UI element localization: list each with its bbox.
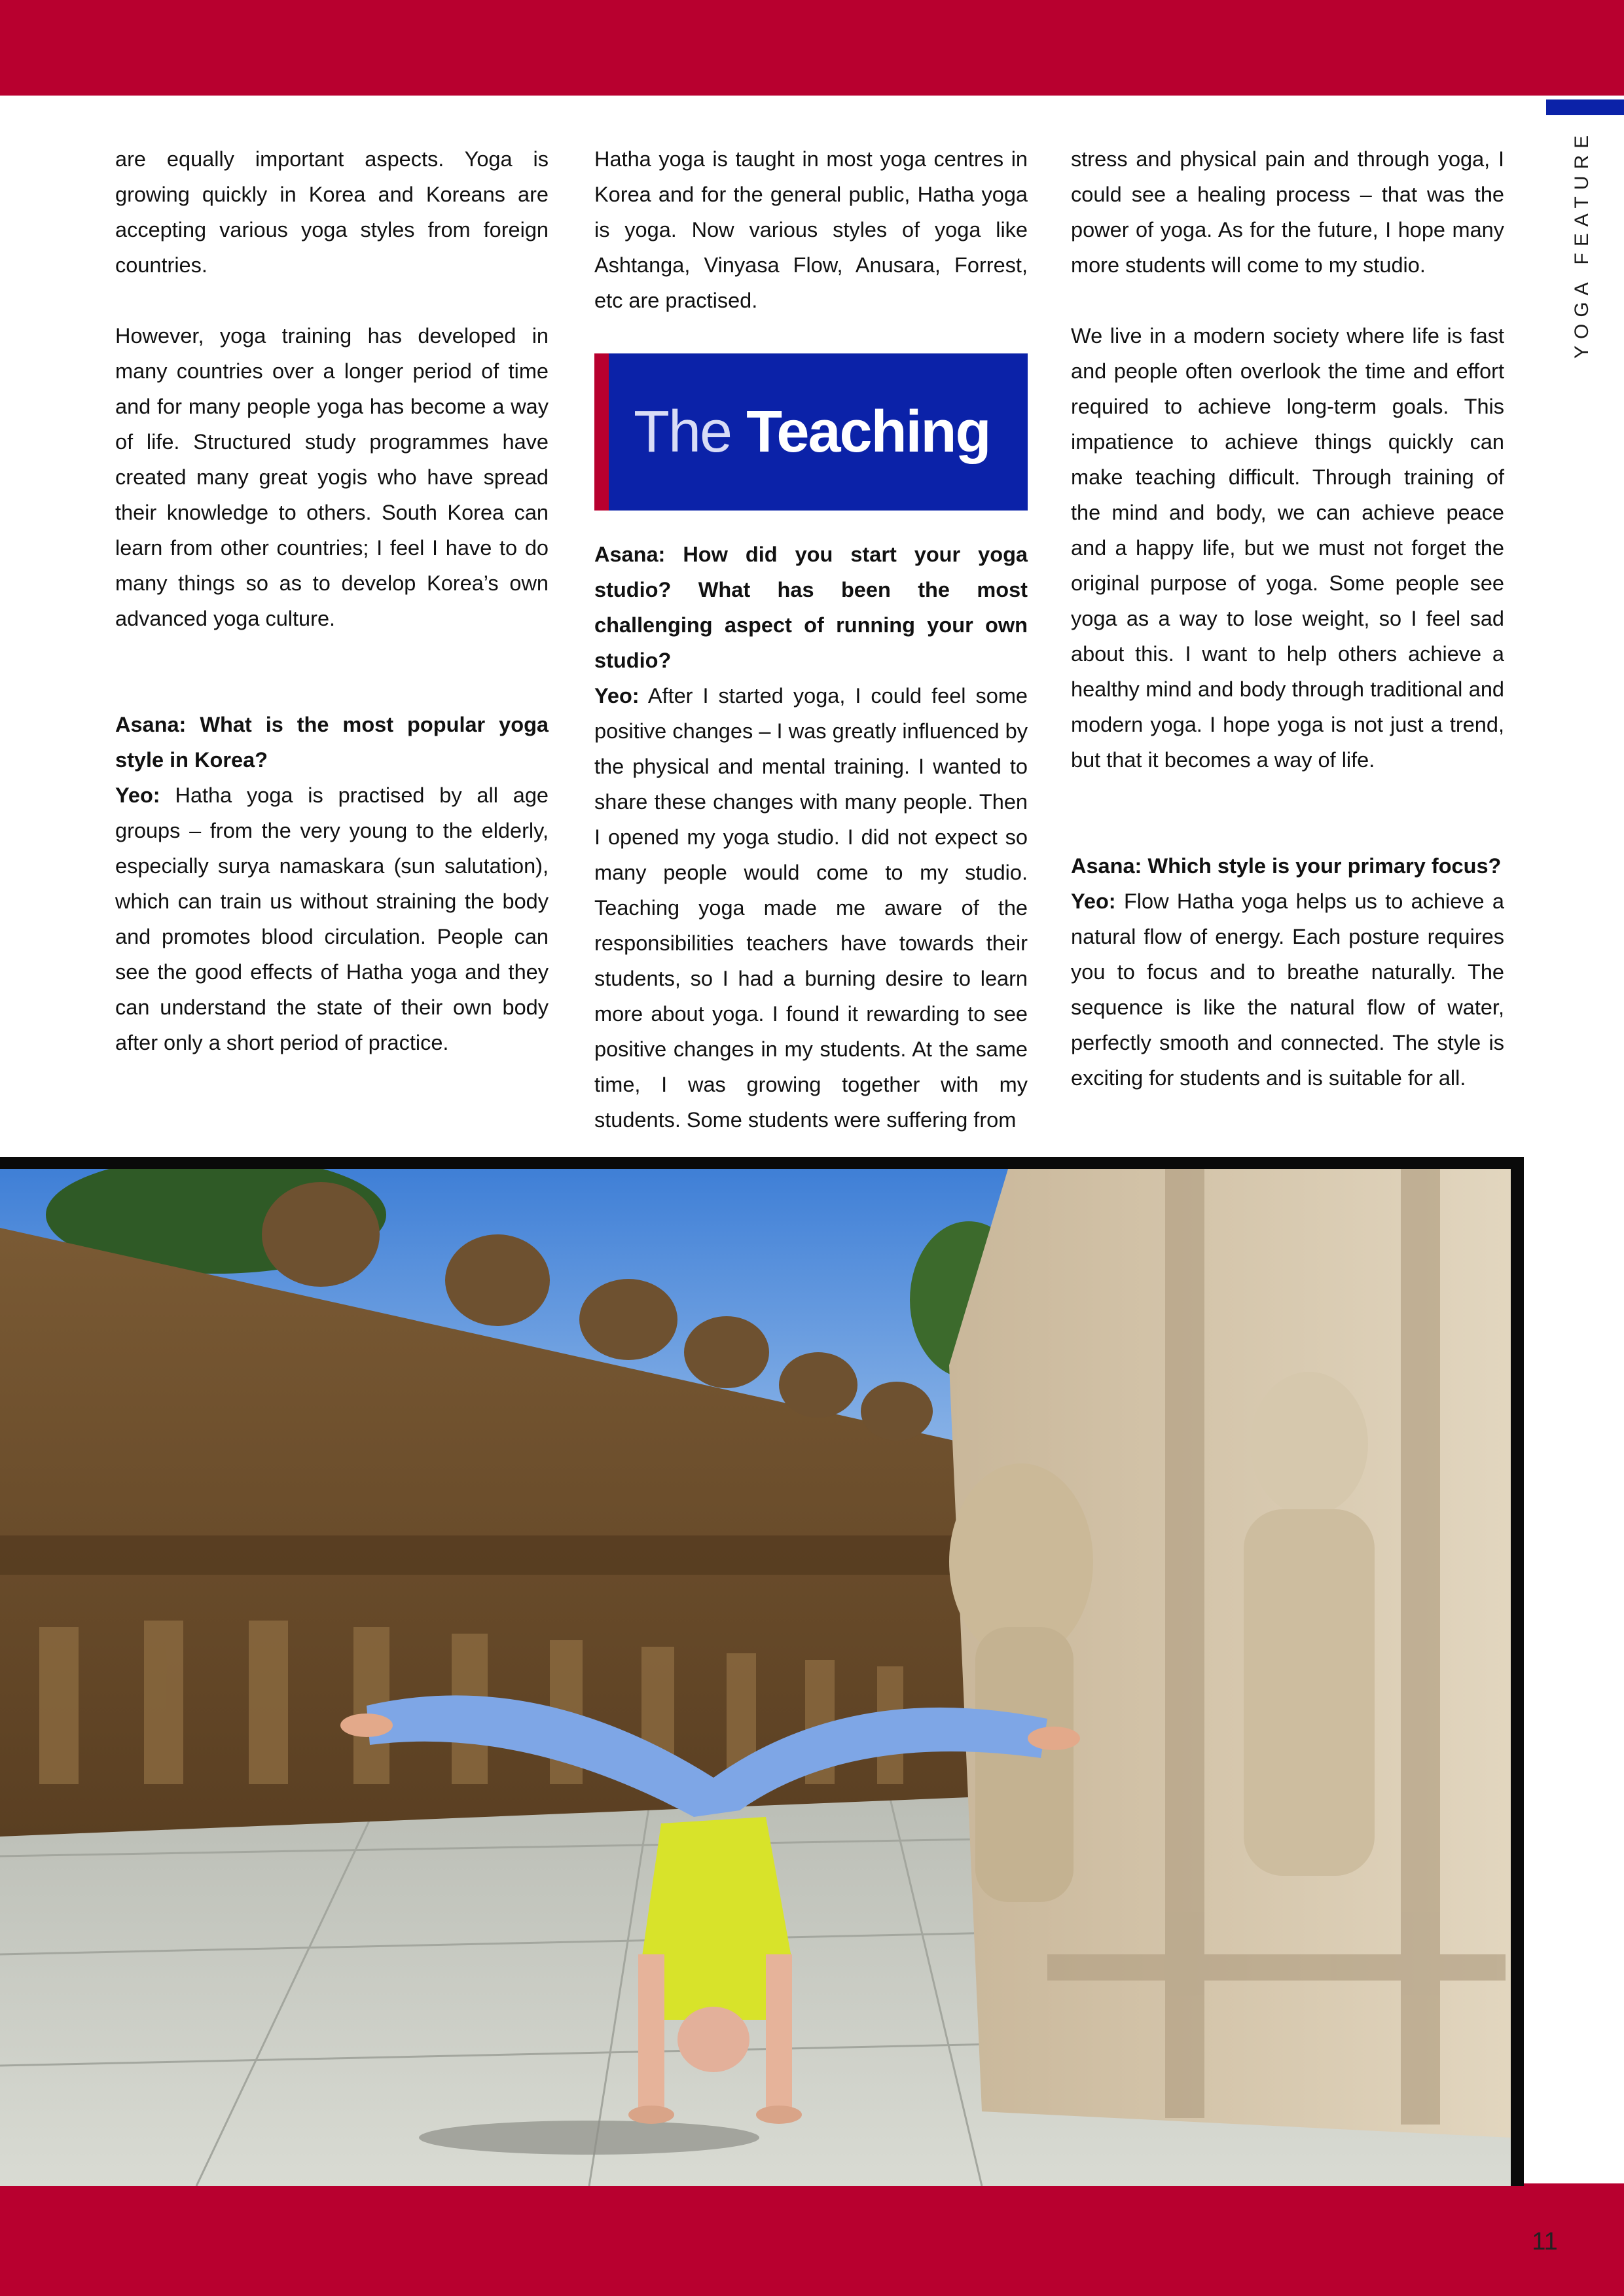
paragraph: Hatha yoga is taught in most yoga centres in Korea and for the general public, Hatha yoga is yoga. Now various styles of yoga like Ashtanga, Vinyasa Flow, Anusara, Forrest, etc are practised. [594,147,1028,312]
section-label: YOGA FEATURE [1571,128,1593,359]
top-color-band [0,0,1624,96]
side-accent-bar [1546,99,1624,115]
speaker-label: Yeo: [594,684,640,708]
interview-question: Asana: What is the most popular yoga style in Korea? [115,713,549,772]
side-strip [1524,96,1624,2183]
article-column-1 [115,141,549,1060]
paragraph: However, yoga training has developed in many countries over a longer period of time and for many people yoga has become a way of life. Structured study programmes have created many great yogis who have spread their knowledge to others. South Korea can learn from other countries; I feel I have to do many things so as to develop Korea’s own advanced yoga culture. [115,324,549,630]
bottom-color-band [0,2186,1624,2296]
page-number: 11 [1532,2228,1558,2255]
paragraph: We live in a modern society where life is fast and people often overlook the time and effort required to achieve long-term goals. This impatience to achieve things quickly can make teaching difficult. Through training of the mind and body, we can achieve peace and a happy life, but we must not forget the original purpose of yoga. Some people see yoga as a way to lose weight, so I feel sad about this. I want to help others achieve a healthy mind and body through traditional and modern yoga. I hope yoga is not just a trend, but that it becomes a way of life. [1071,324,1504,772]
heading-light-word: The [634,399,732,465]
interview-answer [115,778,549,1060]
speaker-label: Yeo: [115,783,160,807]
article-column-3 [1071,141,1504,1096]
paragraph: are equally important aspects. Yoga is growing quickly in Korea and Koreans are accepting various yoga styles from foreign countries. [115,147,549,277]
interview-answer [1071,884,1504,1096]
section-heading-box [594,353,1028,511]
article-column-2 [594,141,1028,1138]
interview-answer [594,678,1028,1138]
answer-text: After I started yoga, I could feel some positive changes – I was greatly influenced by the physical and mental training. I wanted to share these changes with many people. Then I opened my yoga studio. I did not expect so many people would come to my studio. Teaching yoga made me aware of the responsibilities teachers have towards their students, so I had a burning desire to learn more about yoga. I found it rewarding to see positive changes in my students. At the same time, I was growing together with my students. Some students were suffering from [594,684,1028,1132]
answer-text: Hatha yoga is practised by all age groups – from the very young to the elderly, especially surya namaskara (sun salutation), which can train us without straining the body and promotes blood circulation. People can see the good effects of Hatha yoga and they can understand the state of their own body after only a short period of practice. [115,783,549,1054]
speaker-label: Yeo: [1071,889,1116,913]
heading-accent-bar [594,353,609,511]
section-heading [634,353,990,511]
answer-text: Flow Hatha yoga helps us to achieve a natural flow of energy. Each posture requires you to focus and to breathe naturally. The sequence is like the natural flow of water, perfectly smooth and connected. The style is exciting for students and is suitable for all. [1071,889,1505,1090]
interview-question: Asana: Which style is your primary focus? [1071,854,1502,878]
heading-bold-word: Teaching [746,399,990,465]
paragraph: stress and physical pain and through yoga, I could see a healing process – that was the power of yoga. As for the future, I hope many more students will come to my studio. [1071,147,1504,277]
interview-question: Asana: How did you start your yoga studio? What has been the most challenging aspect of running your own studio? [594,543,1028,672]
feature-photo [0,1169,1511,2186]
